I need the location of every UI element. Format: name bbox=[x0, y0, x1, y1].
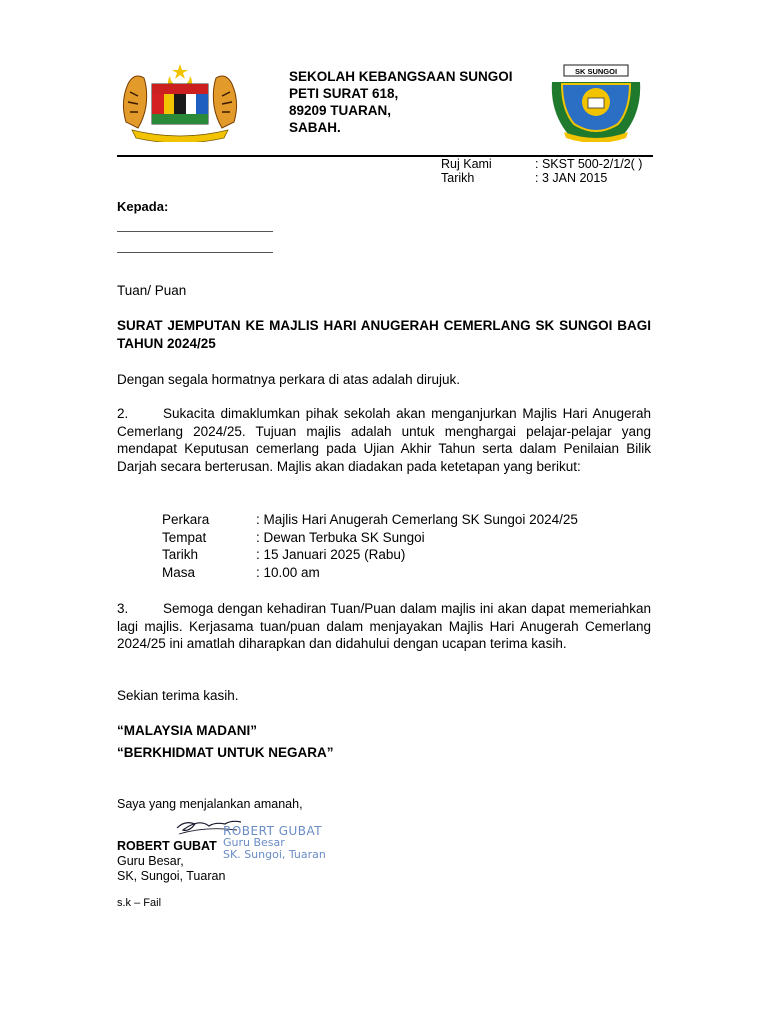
po-box: PETI SURAT 618, bbox=[289, 86, 399, 101]
school-logo bbox=[548, 62, 644, 142]
stamp-title: Guru Besar bbox=[223, 836, 285, 849]
detail-label: Masa bbox=[162, 564, 196, 580]
detail-label: Tempat bbox=[162, 529, 207, 545]
date-value: : 3 JAN 2015 bbox=[535, 171, 608, 185]
signatory-name: ROBERT GUBAT bbox=[117, 839, 217, 853]
detail-row bbox=[162, 564, 578, 582]
reference-block bbox=[441, 157, 642, 185]
detail-row bbox=[162, 546, 578, 564]
paragraph-2 bbox=[117, 405, 651, 475]
date-label: Tarikh bbox=[441, 171, 475, 185]
letterhead bbox=[289, 68, 513, 136]
school-logo-text: SK SUNGOI bbox=[574, 67, 618, 76]
state: SABAH. bbox=[289, 120, 341, 135]
school-name: SEKOLAH KEBANGSAAN SUNGOI bbox=[289, 69, 513, 84]
detail-row bbox=[162, 511, 578, 529]
intro-paragraph: Dengan segala hormatnya perkara di atas adalah dirujuk. bbox=[117, 372, 460, 387]
signatory-block bbox=[117, 836, 651, 884]
subject-heading: SURAT JEMPUTAN KE MAJLIS HARI ANUGERAH CEMERLANG SK SUNGOI BAGI TAHUN 2024/25 bbox=[117, 318, 651, 351]
detail-value: : 15 Januari 2025 (Rabu) bbox=[256, 547, 406, 562]
paragraph-2-number: 2. bbox=[117, 406, 129, 421]
closing: Sekian terima kasih. bbox=[117, 688, 239, 703]
slogan-2: “BERKHIDMAT UNTUK NEGARA” bbox=[117, 745, 334, 760]
detail-value: : Dewan Terbuka SK Sungoi bbox=[256, 529, 425, 545]
signatory-title: Guru Besar, bbox=[117, 854, 184, 868]
ref-value: : SKST 500-2/1/2( ) bbox=[535, 157, 643, 171]
paragraph-3-number: 3. bbox=[117, 601, 129, 616]
slogan-1: “MALAYSIA MADANI” bbox=[117, 723, 258, 738]
detail-label: Tarikh bbox=[162, 547, 199, 562]
detail-row bbox=[162, 529, 578, 547]
recipient-line-1 bbox=[117, 231, 273, 232]
salutation: Tuan/ Puan bbox=[117, 283, 187, 298]
carbon-copy: s.k – Fail bbox=[117, 897, 162, 909]
paragraph-2-text: Sukacita dimaklumkan pihak sekolah akan menganjurkan Majlis Hari Anugerah Cemerlang 2024/25. Tujuan majlis adalah untuk menghargai pelajar-pelajar yang mendapat Keputusan cemerlang pada Ujian Akhir Tahun serta dalam Penilaian Bilik Darjah secara berterusan. Majlis akan diadakan pada ketetapan yang berikut: bbox=[117, 406, 651, 474]
signoff: Saya yang menjalankan amanah, bbox=[117, 797, 303, 811]
ref-label: Ruj Kami bbox=[441, 157, 492, 171]
recipient-line-2 bbox=[117, 252, 273, 253]
detail-label: Perkara bbox=[162, 512, 210, 527]
coat-of-arms-logo bbox=[118, 62, 242, 142]
detail-value: : 10.00 am bbox=[256, 564, 320, 580]
recipient-label: Kepada: bbox=[117, 199, 169, 214]
stamp-name: ROBERT GUBAT bbox=[223, 824, 323, 838]
paragraph-3 bbox=[117, 600, 651, 653]
stamp-school: SK. Sungoi, Tuaran bbox=[223, 848, 326, 861]
event-details bbox=[162, 511, 578, 581]
paragraph-3-text: Semoga dengan kehadiran Tuan/Puan dalam majlis ini akan dapat memeriahkan lagi majlis. Kerjasama tuan/puan dalam menjayakan Majlis Hari Anugerah Cemerlang 2024/25 ini amatlah diharapkan dan didahului dengan ucapan terima kasih. bbox=[117, 601, 651, 651]
detail-value: : Majlis Hari Anugerah Cemerlang SK Sungoi 2024/25 bbox=[256, 512, 578, 527]
signatory-school: SK, Sungoi, Tuaran bbox=[117, 869, 226, 883]
postcode-city: 89209 TUARAN, bbox=[289, 103, 392, 118]
